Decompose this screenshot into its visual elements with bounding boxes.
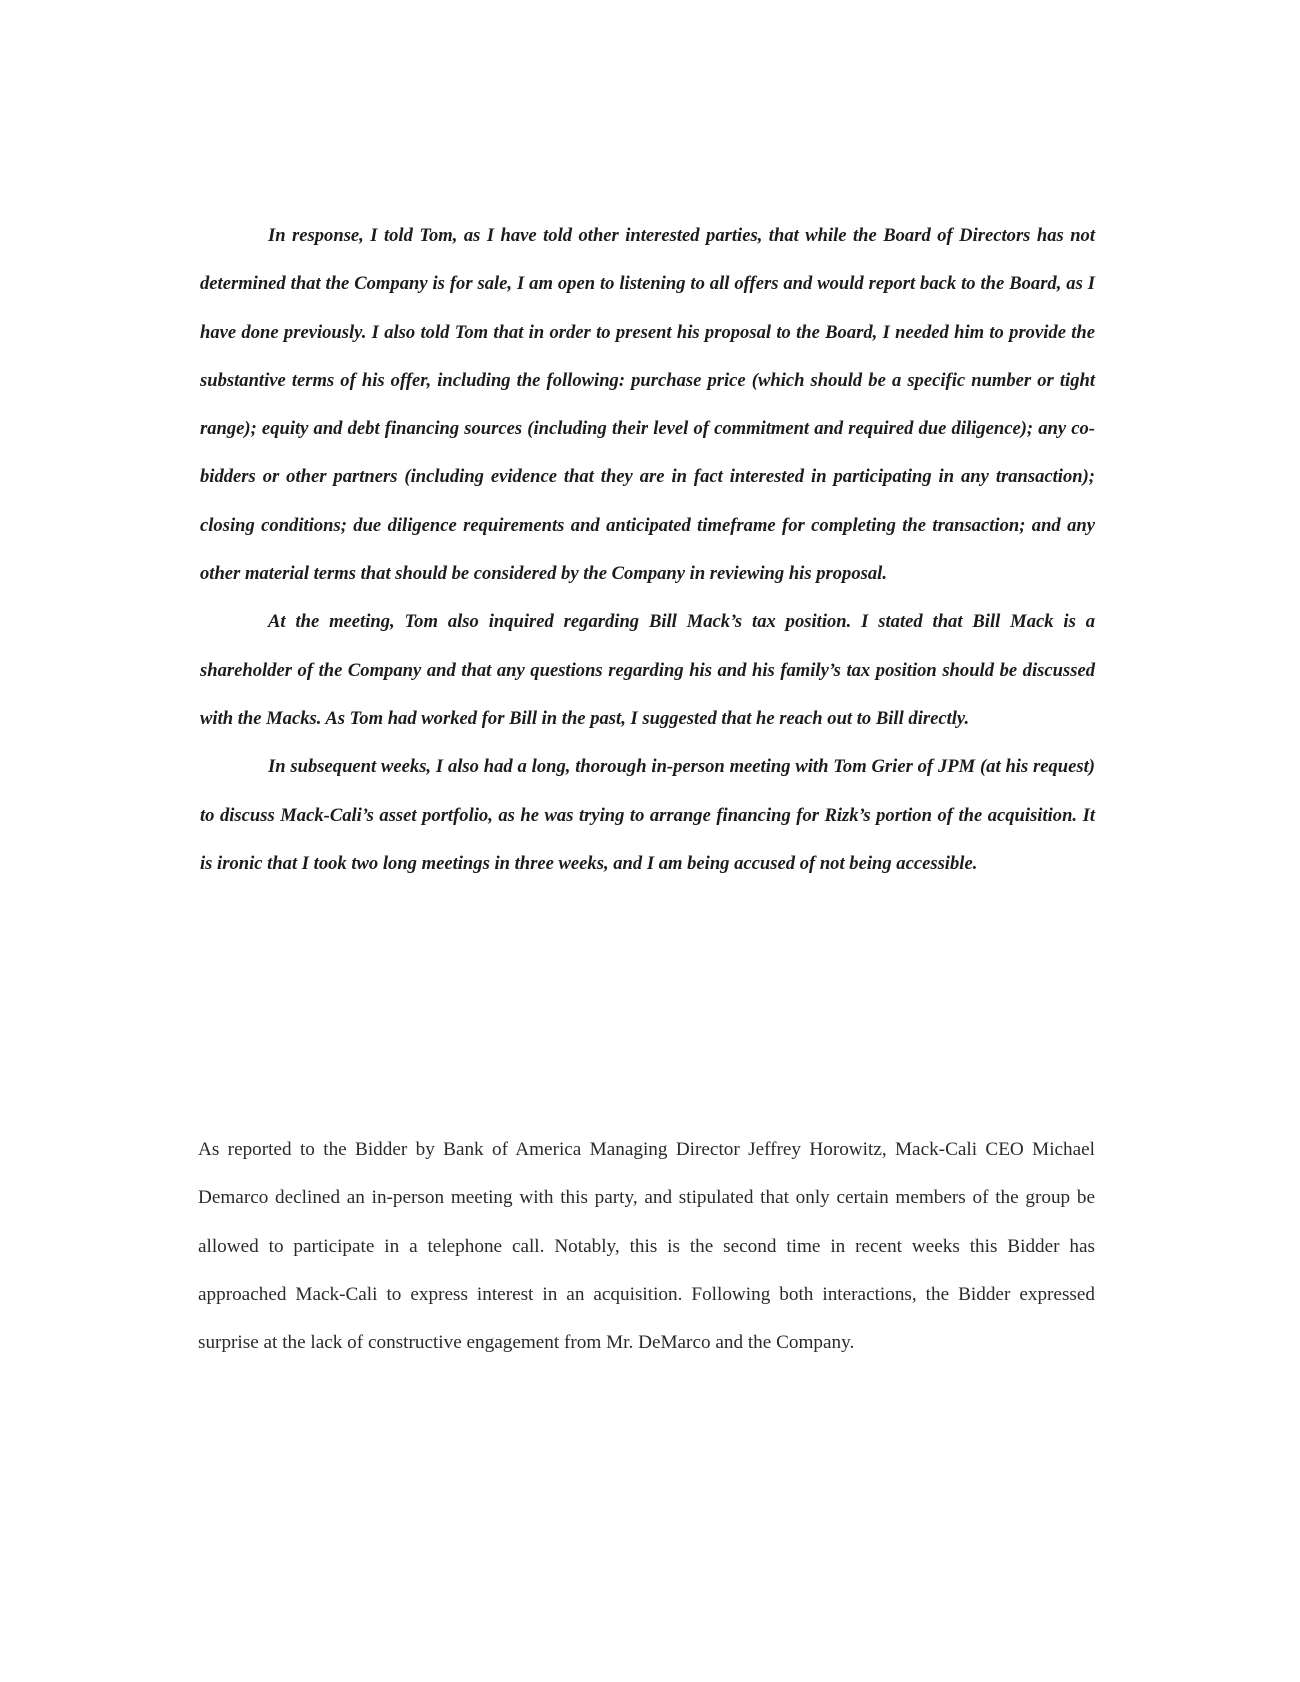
quote-paragraph-tax-position: At the meeting, Tom also inquired regarding Bill Mack’s tax position. I stated that Bill Mack is a shareholder of the Company and that any questions regarding his and his family’s tax position should be discussed with the Macks. As Tom had worked for Bill in the past, I suggested that he reach out to Bill directly. bbox=[200, 611, 1095, 729]
commentary-paragraph: As reported to the Bidder by Bank of America Managing Director Jeffrey Horowitz, Mack-Cali CEO Michael Demarco declined an in-person meeting with this party, and stipulated that only certain members of the group be allowed to participate in a telephone call. Notably, this is the second time in recent weeks this Bidder has approached Mack-Cali to express interest in an acquisition. Following both interactions, the Bidder expressed surprise at the lack of constructive engagement from Mr. DeMarco and the Company. bbox=[198, 1139, 1095, 1354]
quote-paragraph-response: In response, I told Tom, as I have told other interested parties, that while the Board of Directors has not determined that the Company is for sale, I am open to listening to all offers and would report back to the Board, as I have done previously. I also told Tom that in order to present his proposal to the Board, I needed him to provide the substantive terms of his offer, including the following: purchase price (which should be a specific number or tight range); equity and debt financing sources (including their level of commitment and required due diligence); any co-bidders or other partners (including evidence that they are in fact interested in participating in any transaction); closing conditions; due diligence requirements and anticipated timeframe for completing the transaction; and any other material terms that should be considered by the Company in reviewing his proposal. bbox=[200, 225, 1095, 585]
quote-paragraph-subsequent-meeting: In subsequent weeks, I also had a long, thorough in-person meeting with Tom Grier of JPM (at his request) to discuss Mack-Cali’s asset portfolio, as he was trying to arrange financing for Rizk’s portion of the acquisition. It is ironic that I took two long meetings in three weeks, and I am being accused of not being accessible. bbox=[200, 756, 1095, 874]
quoted-letter-excerpt bbox=[200, 212, 1095, 888]
commentary-block bbox=[198, 1126, 1095, 1367]
